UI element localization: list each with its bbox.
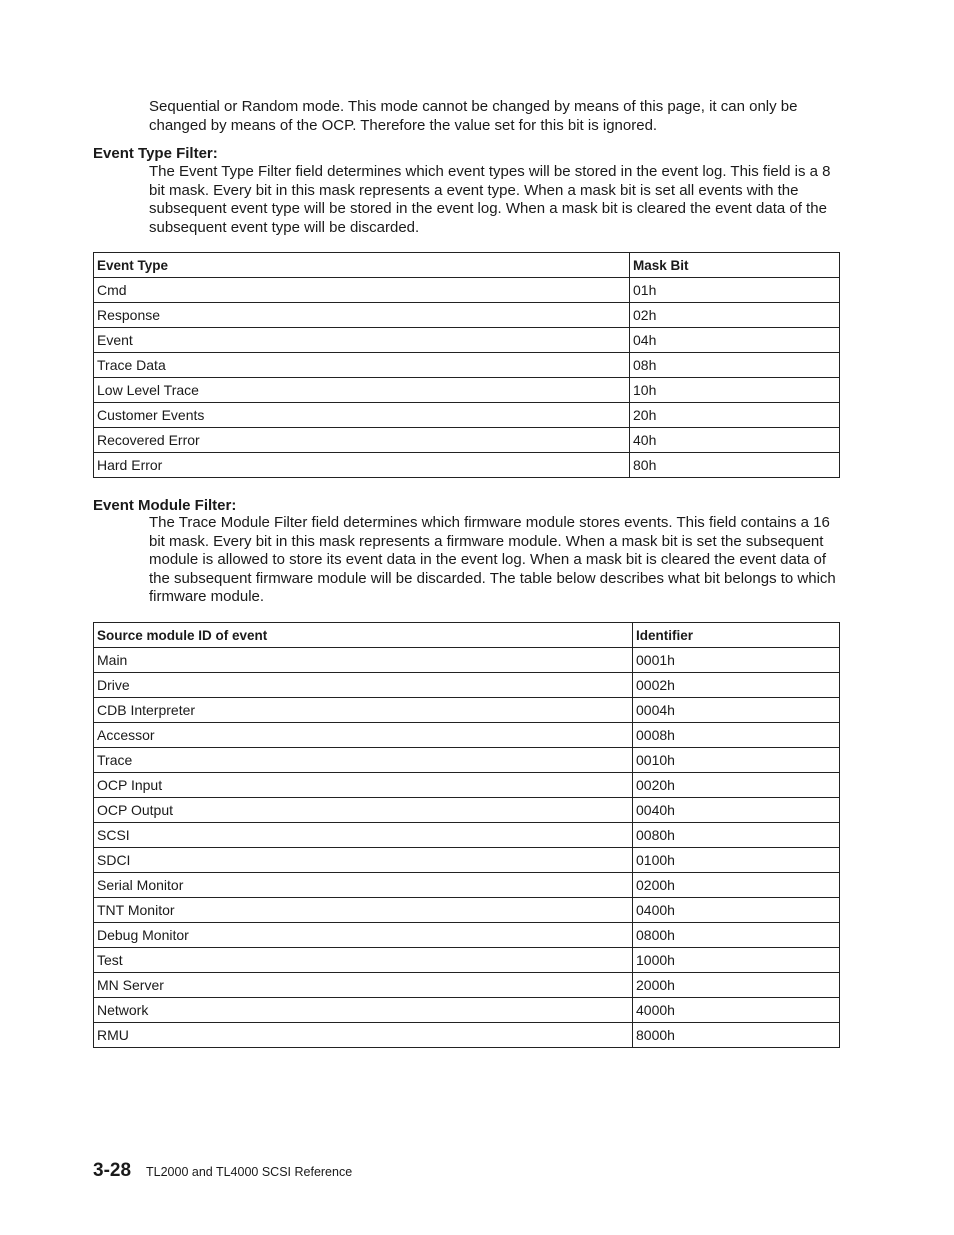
table-cell-name: Trace — [94, 748, 633, 773]
table-cell-name: Debug Monitor — [94, 923, 633, 948]
table-row — [94, 948, 840, 973]
table-row — [94, 278, 840, 303]
table-cell-value: 20h — [630, 403, 840, 428]
event-type-table — [93, 252, 840, 478]
table-cell-value: 4000h — [633, 998, 840, 1023]
table-row — [94, 353, 840, 378]
column-header-identifier: Identifier — [633, 623, 840, 648]
table-cell-name: OCP Input — [94, 773, 633, 798]
table-cell-name: Main — [94, 648, 633, 673]
table-row — [94, 973, 840, 998]
column-header-event-type: Event Type — [94, 253, 630, 278]
table-cell-name: Hard Error — [94, 453, 630, 478]
table-row — [94, 923, 840, 948]
table-cell-name: Accessor — [94, 723, 633, 748]
table-row — [94, 723, 840, 748]
table-cell-name: Customer Events — [94, 403, 630, 428]
table-row — [94, 453, 840, 478]
table-row — [94, 873, 840, 898]
table-cell-value: 08h — [630, 353, 840, 378]
table-cell-name: Recovered Error — [94, 428, 630, 453]
table-cell-name: CDB Interpreter — [94, 698, 633, 723]
page-number: 3-28 — [93, 1160, 132, 1181]
table-cell-value: 0040h — [633, 798, 840, 823]
document-title: TL2000 and TL4000 SCSI Reference — [146, 1165, 353, 1179]
table-cell-name: Test — [94, 948, 633, 973]
table-cell-name: Drive — [94, 673, 633, 698]
table-cell-value: 0200h — [633, 873, 840, 898]
table-header-row — [94, 623, 840, 648]
column-header-source-module: Source module ID of event — [94, 623, 633, 648]
table-row — [94, 328, 840, 353]
intro-paragraph: Sequential or Random mode. This mode cannot be changed by means of this page, it can only be changed by means of the OCP. Therefore the value set for this bit is ignored. — [149, 98, 798, 134]
table-cell-name: Network — [94, 998, 633, 1023]
table-cell-value: 04h — [630, 328, 840, 353]
table-cell-value: 01h — [630, 278, 840, 303]
table-row — [94, 773, 840, 798]
table-cell-value: 0080h — [633, 823, 840, 848]
table-row — [94, 303, 840, 328]
table-cell-name: Cmd — [94, 278, 630, 303]
table-cell-name: Serial Monitor — [94, 873, 633, 898]
table-row — [94, 998, 840, 1023]
table-cell-value: 80h — [630, 453, 840, 478]
table-row — [94, 698, 840, 723]
event-module-table — [93, 622, 840, 1048]
event-module-filter-heading: Event Module Filter: — [93, 497, 237, 514]
table-row — [94, 378, 840, 403]
column-header-mask-bit: Mask Bit — [630, 253, 840, 278]
table-cell-value: 1000h — [633, 948, 840, 973]
table-cell-value: 0001h — [633, 648, 840, 673]
table-cell-name: OCP Output — [94, 798, 633, 823]
table-cell-value: 0400h — [633, 898, 840, 923]
table-row — [94, 748, 840, 773]
table-cell-name: MN Server — [94, 973, 633, 998]
table-cell-value: 10h — [630, 378, 840, 403]
table-cell-value: 0004h — [633, 698, 840, 723]
table-row — [94, 898, 840, 923]
table-cell-value: 40h — [630, 428, 840, 453]
table-cell-value: 8000h — [633, 1023, 840, 1048]
table-row — [94, 648, 840, 673]
table-row — [94, 428, 840, 453]
table-cell-name: TNT Monitor — [94, 898, 633, 923]
event-module-filter-paragraph: The Trace Module Filter field determines which firmware module stores events. This field contains a 16 bit mask. Every bit in this mask represents a firmware module. When a mask bit is set the subsequent module is allowed to store its event data in the event log. When a mask bit is cleared the event data of the subsequent firmware module will be discarded. The table below describes what bit belongs to which firmware module. — [149, 514, 836, 606]
table-cell-value: 0800h — [633, 923, 840, 948]
table-cell-name: Low Level Trace — [94, 378, 630, 403]
table-row — [94, 848, 840, 873]
table-cell-name: Event — [94, 328, 630, 353]
table-row — [94, 823, 840, 848]
table-cell-name: Response — [94, 303, 630, 328]
table-cell-value: 0002h — [633, 673, 840, 698]
table-cell-value: 02h — [630, 303, 840, 328]
table-row — [94, 673, 840, 698]
table-row — [94, 403, 840, 428]
table-cell-value: 0100h — [633, 848, 840, 873]
table-cell-name: Trace Data — [94, 353, 630, 378]
table-cell-value: 0020h — [633, 773, 840, 798]
table-cell-value: 2000h — [633, 973, 840, 998]
table-row — [94, 1023, 840, 1048]
table-cell-name: SCSI — [94, 823, 633, 848]
table-cell-name: SDCI — [94, 848, 633, 873]
table-cell-name: RMU — [94, 1023, 633, 1048]
table-row — [94, 798, 840, 823]
table-cell-value: 0008h — [633, 723, 840, 748]
table-cell-value: 0010h — [633, 748, 840, 773]
event-type-filter-heading: Event Type Filter: — [93, 145, 218, 162]
event-type-filter-paragraph: The Event Type Filter field determines which event types will be stored in the event log. This field is a 8 bit mask. Every bit in this mask represents a event type. When a mask bit is set all events with the subsequent event type will be stored in the event log. When a mask bit is cleared the event data of the subsequent event type will be discarded. — [149, 163, 831, 236]
table-header-row — [94, 253, 840, 278]
